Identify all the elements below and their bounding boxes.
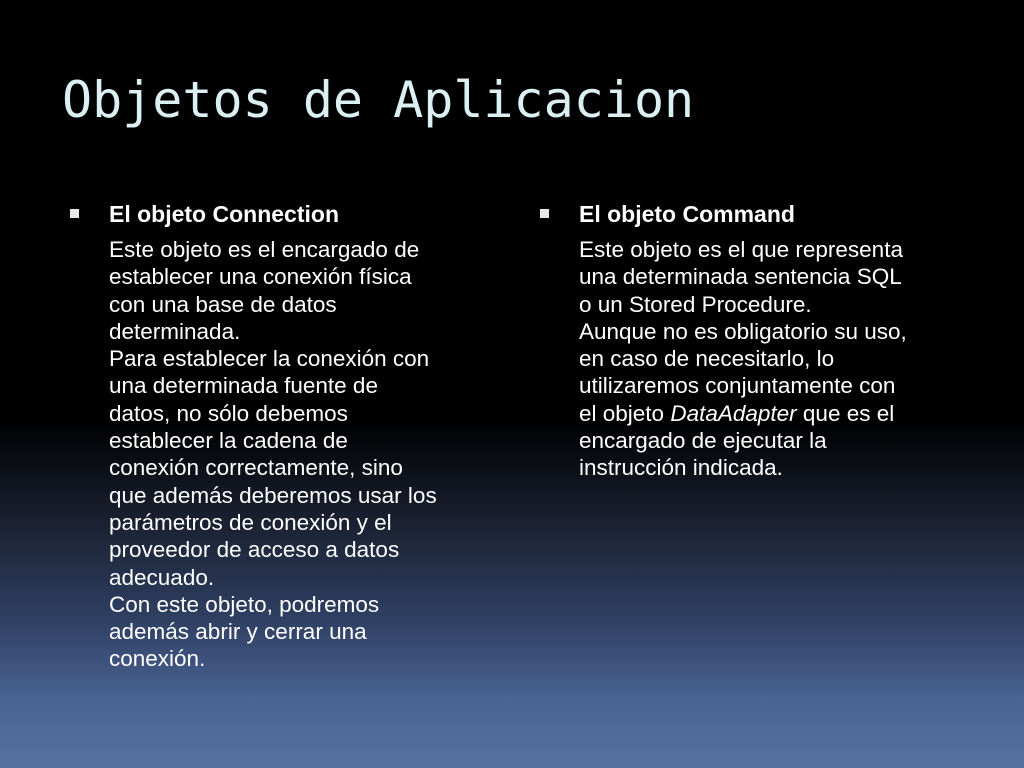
- command-description: [540, 236, 980, 482]
- text-line: Este objeto es el que representa: [579, 237, 903, 262]
- connection-heading: El objeto Connection: [109, 201, 339, 227]
- text-line: parámetros de conexión y el: [109, 509, 392, 535]
- text-line: Este objeto es el encargado de: [109, 237, 420, 262]
- text-line: utilizaremos conjuntamente con: [579, 373, 896, 399]
- command-column: [540, 198, 980, 482]
- text-line-suffix: que es el: [796, 400, 895, 426]
- text-line: además abrir y cerrar una: [109, 619, 367, 645]
- text-line: instrucción indicada.: [579, 455, 783, 481]
- text-line: encargado de ejecutar la: [579, 428, 827, 454]
- command-bullet-item: [540, 198, 980, 230]
- text-line: proveedor de acceso a datos: [109, 537, 400, 563]
- text-line: adecuado.: [109, 564, 215, 590]
- text-line: Para establecer la conexión con: [109, 346, 430, 372]
- text-line: conexión correctamente, sino: [109, 455, 403, 481]
- connection-bullet-item: [70, 198, 500, 230]
- slide-title: Objetos de Aplicacion: [62, 71, 695, 129]
- text-line-with-emphasis: [579, 400, 980, 427]
- connection-description: [70, 236, 500, 673]
- text-line: Aunque no es obligatorio su uso,: [579, 318, 907, 344]
- text-line: conexión.: [109, 646, 206, 672]
- text-line: datos, no sólo debemos: [109, 400, 348, 426]
- command-heading: El objeto Command: [579, 201, 795, 227]
- text-line: que además deberemos usar los: [109, 482, 437, 508]
- text-line: determinada.: [109, 318, 241, 344]
- text-line: Con este objeto, podremos: [109, 591, 380, 617]
- text-line: o un Stored Procedure.: [579, 291, 812, 317]
- text-line: establecer una conexión física: [109, 264, 412, 290]
- text-line: una determinada fuente de: [109, 373, 378, 399]
- dataadapter-emphasis: DataAdapter: [670, 400, 797, 426]
- text-line: una determinada sentencia SQL: [579, 264, 902, 290]
- text-line-prefix: el objeto: [579, 400, 671, 426]
- text-line: con una base de datos: [109, 291, 337, 317]
- text-line: establecer la cadena de: [109, 428, 348, 454]
- connection-column: [70, 198, 500, 673]
- square-bullet-icon: [540, 209, 549, 218]
- text-line: en caso de necesitarlo, lo: [579, 346, 835, 372]
- square-bullet-icon: [70, 209, 79, 218]
